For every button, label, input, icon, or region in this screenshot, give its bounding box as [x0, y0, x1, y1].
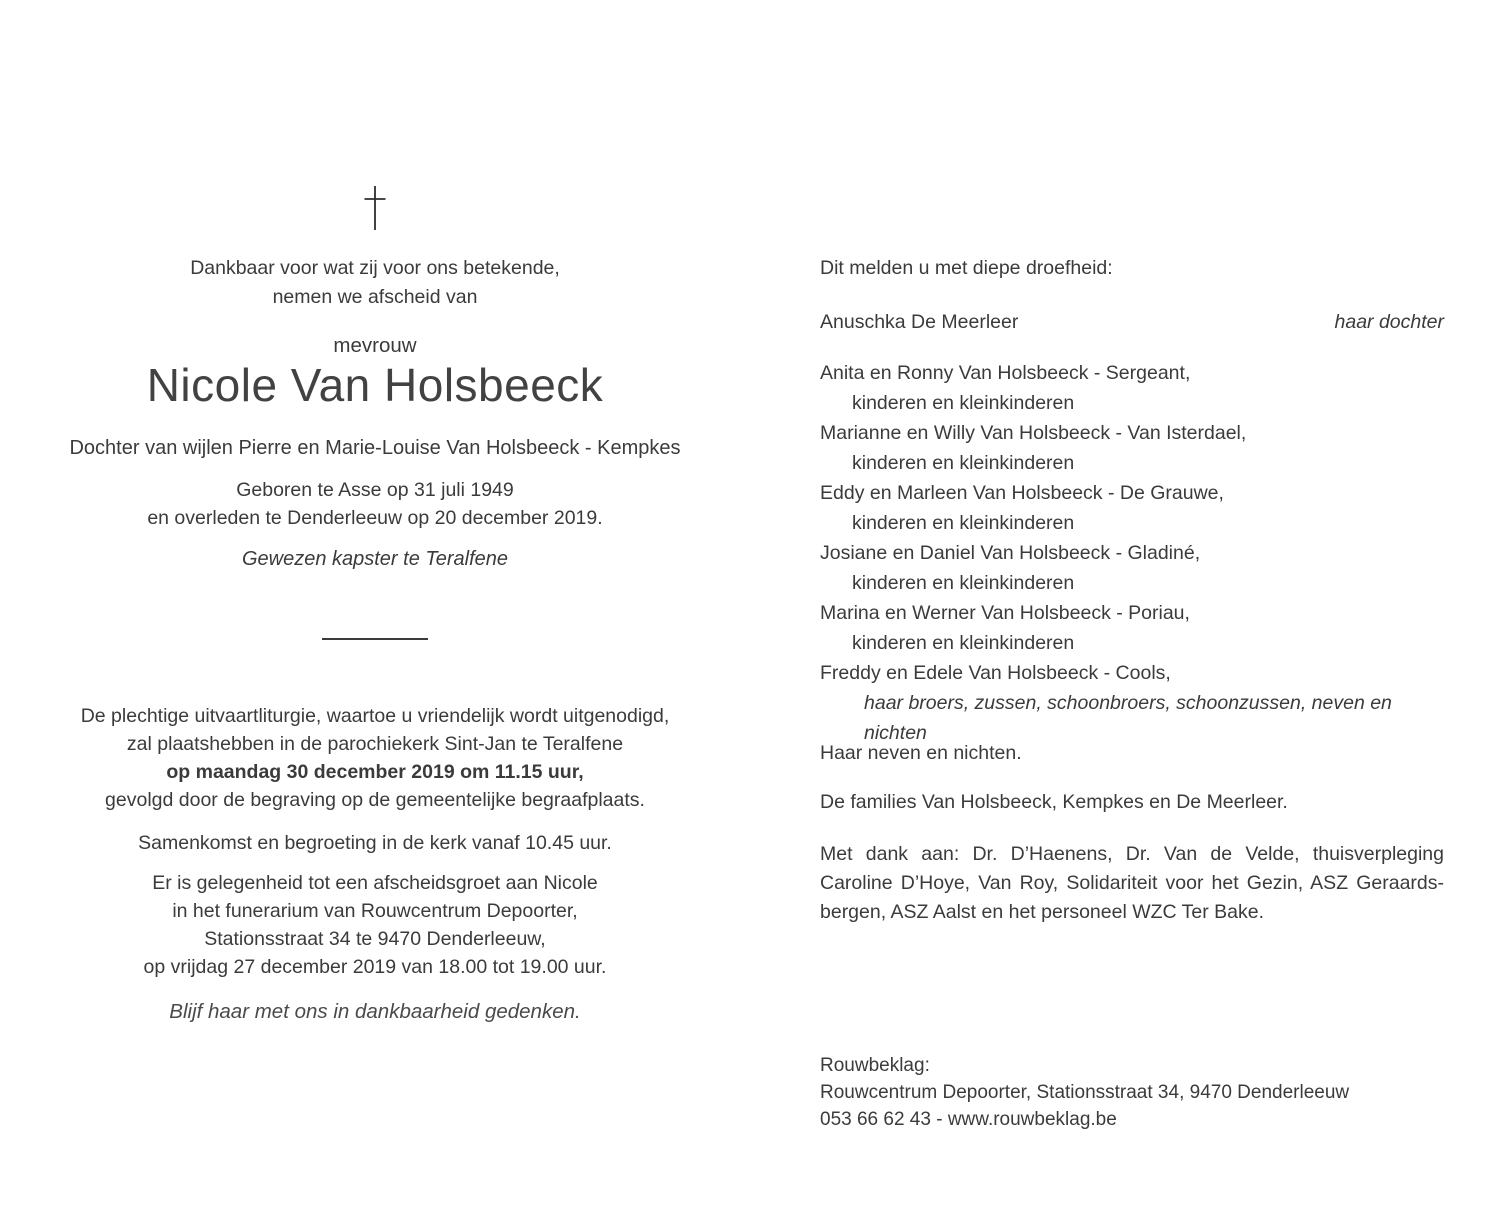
family-sub: kinderen en kleinkinderen [852, 632, 1075, 654]
family-names: Marina en Werner Van Holsbeeck - Poriau, [820, 602, 1190, 624]
farewell-paragraph [55, 869, 695, 981]
family-sub: kinderen en kleinkinderen [852, 392, 1075, 414]
families-line: De families Van Holsbeeck, Kempkes en De Meerleer. [820, 791, 1288, 813]
death-line: en overleden te Denderleeuw op 20 december 2019. [147, 507, 603, 529]
condolence-label: Rouwbeklag: [820, 1055, 930, 1076]
intro-line-2: nemen we afscheid van [272, 286, 478, 308]
family-list [820, 358, 1444, 748]
honorific: mevrouw [333, 334, 417, 357]
condolence-block [820, 1052, 1444, 1133]
thanks-line-2: Caroline D’Hoye, Van Roy, Solidariteit voor het Gezin, ASZ Geraards- [820, 872, 1444, 894]
family-names: Anita en Ronny Van Holsbeeck - Sergeant, [820, 362, 1191, 384]
farewell-line-4: op vrijdag 27 december 2019 van 18.00 tot 19.00 uur. [143, 956, 607, 978]
family-names: Marianne en Willy Van Holsbeeck - Van Isterdael, [820, 422, 1247, 444]
thanks-paragraph [820, 840, 1444, 927]
service-line-1: De plechtige uitvaartliturgie, waartoe u vriendelijk wordt uitgenodigd, [80, 705, 670, 727]
intro-line-1: Dankbaar voor wat zij voor ons betekende, [190, 257, 560, 279]
condolence-address: Rouwcentrum Depoorter, Stationsstraat 34, 9470 Denderleeuw [820, 1082, 1350, 1103]
service-line-2: zal plaatshebben in de parochiekerk Sint-Jan te Teralfene [126, 733, 624, 755]
condolence-phone-web: 053 66 62 43 - www.rouwbeklag.be [820, 1109, 1117, 1130]
family-sub: kinderen en kleinkinderen [852, 452, 1075, 474]
nephews-line: Haar neven en nichten. [820, 742, 1022, 764]
thanks-line-3: bergen, ASZ Aalst en het personeel WZC Ter Bake. [820, 901, 1265, 923]
family-sub: kinderen en kleinkinderen [852, 572, 1075, 594]
latin-cross-icon [364, 184, 386, 232]
family-sub-siblings: haar broers, zussen, schoonbroers, schoonzussen, neven en nichten [864, 692, 1392, 744]
family-sub: kinderen en kleinkinderen [852, 512, 1075, 534]
closing-line: Blijf haar met ons in dankbaarheid gedenken. [169, 1000, 581, 1023]
family-names: Eddy en Marleen Van Holsbeeck - De Grauwe, [820, 482, 1224, 504]
deceased-name: Nicole Van Holsbeeck [146, 359, 604, 411]
daughter-row [820, 308, 1444, 337]
birth-line: Geboren te Asse op 31 juli 1949 [236, 479, 514, 501]
divider-line [322, 638, 428, 640]
announcement-line: Dit melden u met diepe droefheid: [820, 257, 1113, 279]
thanks-line-1: Met dank aan: Dr. D’Haenens, Dr. Van de Velde, thuisverpleging [820, 843, 1444, 865]
birth-death-text [55, 476, 695, 532]
parents-line: Dochter van wijlen Pierre en Marie-Louise Van Holsbeeck - Kempkes [69, 437, 681, 459]
daughter-name: Anuschka De Meerleer [820, 311, 1019, 333]
cross-container [55, 184, 695, 232]
intro-text [55, 254, 695, 312]
service-paragraph [55, 702, 695, 814]
family-names: Freddy en Edele Van Holsbeeck - Cools, [820, 662, 1171, 684]
profession-line: Gewezen kapster te Teralfene [241, 548, 509, 570]
farewell-line-3: Stationsstraat 34 te 9470 Denderleeuw, [204, 928, 546, 950]
service-datetime: op maandag 30 december 2019 om 11.15 uur, [166, 761, 584, 783]
gathering-line: Samenkomst en begroeting in de kerk vanaf 10.45 uur. [138, 832, 612, 854]
daughter-relation: haar dochter [1334, 311, 1444, 333]
farewell-line-2: in het funerarium van Rouwcentrum Depoorter, [172, 900, 578, 922]
service-line-4: gevolgd door de begraving op de gemeentelijke begraafplaats. [105, 789, 645, 811]
family-names: Josiane en Daniel Van Holsbeeck - Gladiné, [820, 542, 1201, 564]
farewell-line-1: Er is gelegenheid tot een afscheidsgroet aan Nicole [152, 872, 598, 894]
